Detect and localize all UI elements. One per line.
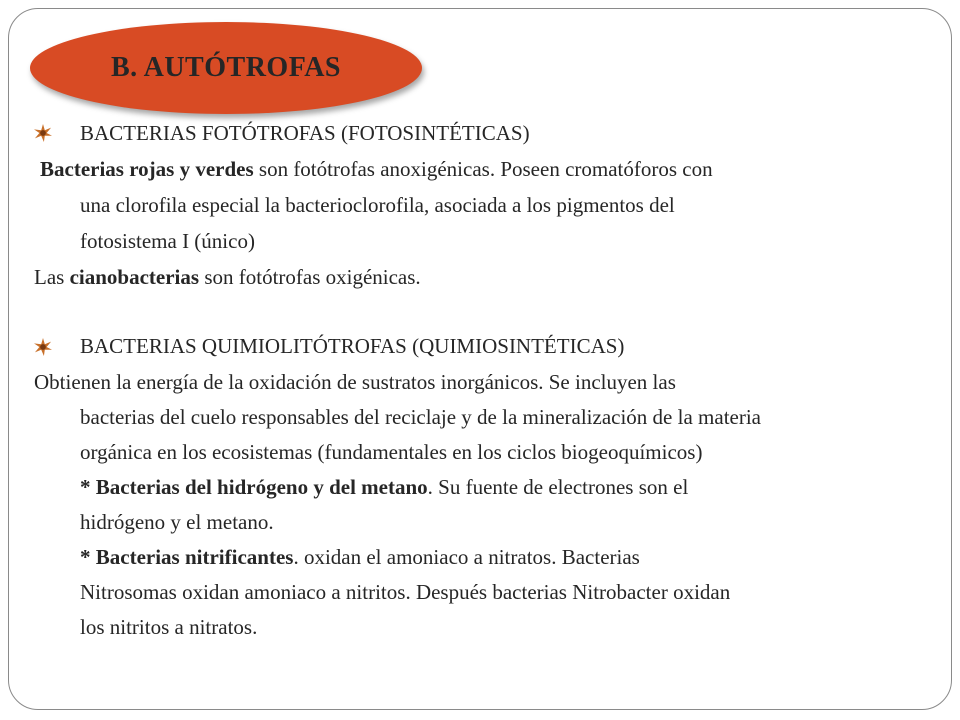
bold-term-bacterias-rojas: Bacterias rojas y verdes [40,157,254,181]
paragraph-hidrogeno-line1 [80,474,688,500]
paragraph-nitrificantes-line3: los nitritos a nitratos. [80,615,258,639]
text-oxigenicas: son fotótrofas oxigénicas. [199,265,421,289]
paragraph-obtienen-line3: orgánica en los ecosistemas (fundamentales en los ciclos biogeoquímicos) [80,440,703,464]
paragraph-obtienen-line1: Obtienen la energía de la oxidación de sustratos inorgánicos. Se incluyen las [34,370,676,394]
starburst-bullet-icon [34,124,52,142]
paragraph-nitrificantes-line2: Nitrosomas oxidan amoniaco a nitritos. Después bacterias Nitrobacter oxidan [80,580,731,604]
section-heading-quimiolitotrofas: BACTERIAS QUIMIOLITÓTROFAS (QUIMIOSINTÉTICAS) [80,334,625,358]
section-heading-fototrofas: BACTERIAS FOTÓTROFAS (FOTOSINTÉTICAS) [80,121,530,145]
paragraph-bacterias-rojas-line1 [40,156,713,182]
text-anoxigenicas: son fotótrofas anoxigénicas. Poseen cromatóforos con [253,157,713,181]
text-las: Las [34,265,70,289]
bold-term-cianobacterias: cianobacterias [69,265,200,289]
slide-title: B. AUTÓTROFAS [110,52,342,83]
bold-term-hidrogeno-metano: * Bacterias del hidrógeno y del metano [80,475,428,499]
bold-term-nitrificantes: * Bacterias nitrificantes [80,545,294,569]
paragraph-obtienen-line2: bacterias del cuelo responsables del reciclaje y de la mineralización de la materia [80,405,761,429]
paragraph-hidrogeno-line2: hidrógeno y el metano. [80,510,274,534]
paragraph-nitrificantes-line1 [80,544,640,570]
text-fuente-electrones: . Su fuente de electrones son el [427,475,689,499]
paragraph-cianobacterias [34,264,421,290]
title-badge [30,22,422,114]
starburst-bullet-icon [34,338,52,356]
text-oxidan-amoniaco: . oxidan el amoniaco a nitratos. Bacterias [293,545,640,569]
paragraph-bacterias-rojas-line3: fotosistema I (único) [80,229,255,253]
paragraph-bacterias-rojas-line2: una clorofila especial la bacterioclorofila, asociada a los pigmentos del [80,193,675,217]
